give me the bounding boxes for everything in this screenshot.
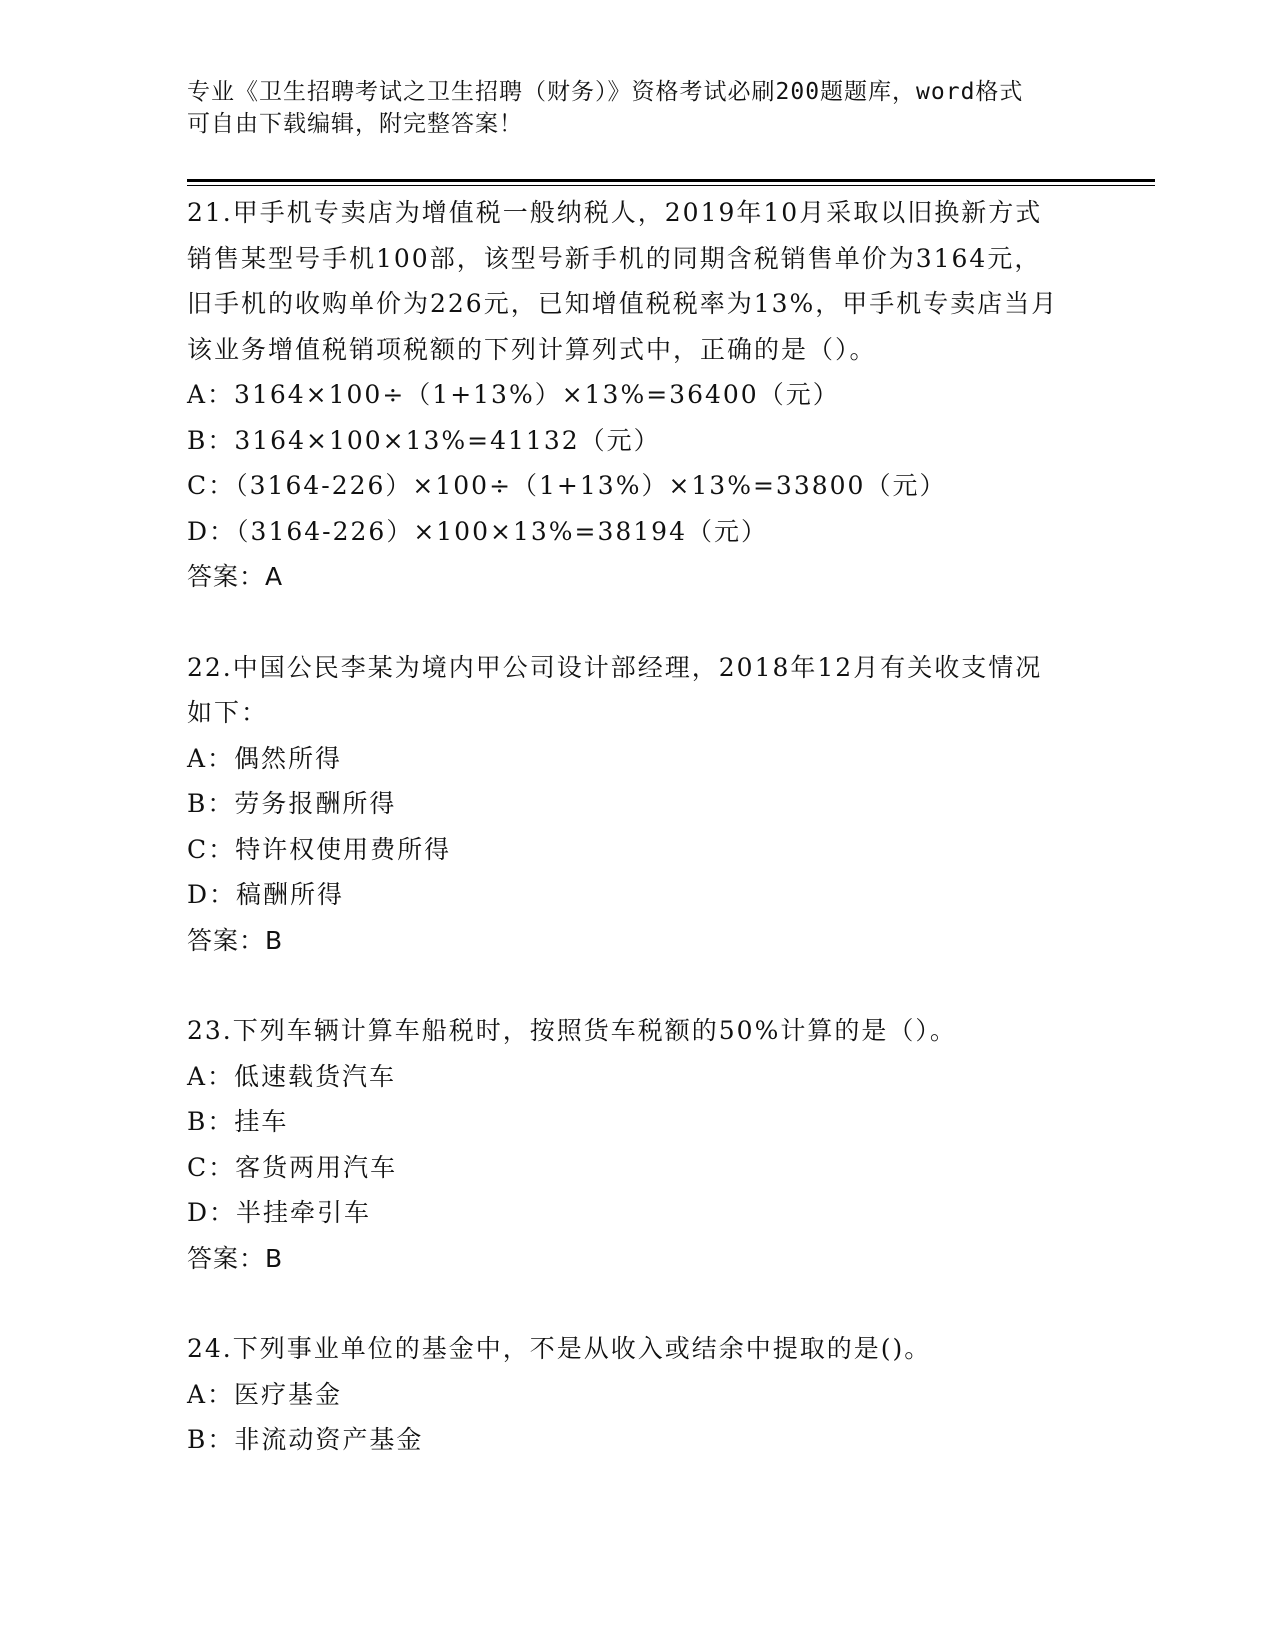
option-b: B：3164×100×13%=41132（元）	[187, 425, 661, 455]
option-d: D：（3164-226）×100×13%=38194（元）	[187, 516, 768, 546]
question-stem: 24.下列事业单位的基金中，不是从收入或结余中提取的是()。	[187, 1334, 932, 1363]
option-a: A：偶然所得	[187, 743, 343, 773]
option-b: B：非流动资产基金	[187, 1425, 424, 1454]
option-b: B：挂车	[187, 1107, 289, 1136]
option-c: C：（3164-226）×100÷（1+13%）×13%=33800（元）	[187, 471, 947, 500]
question-stem: 22.中国公民李某为境内甲公司设计部经理，2018年12月有关收支情况如下：	[187, 652, 1043, 727]
option-c: C：特许权使用费所得	[187, 834, 452, 864]
header-divider-thin	[187, 185, 1155, 186]
question-22	[187, 645, 1067, 964]
question-stem: 23.下列车辆计算车船税时，按照货车税额的50%计算的是（）。	[187, 1016, 957, 1045]
header-line-1: 专业《卫生招聘考试之卫生招聘（财务）》资格考试必刷200题题库，word格式	[187, 79, 1024, 105]
question-24	[187, 1326, 1067, 1463]
answer-text: 答案：B	[187, 925, 284, 955]
option-a: A：低速载货汽车	[187, 1061, 397, 1091]
header-divider-thick	[187, 179, 1155, 182]
option-a: A：3164×100÷（1+13%）×13%=36400（元）	[187, 380, 840, 409]
option-b: B：劳务报酬所得	[187, 789, 397, 818]
answer-text: 答案：B	[187, 1243, 284, 1273]
answer-text: 答案：A	[187, 562, 284, 591]
question-23	[187, 1008, 1067, 1281]
option-d: D：半挂牵引车	[187, 1198, 372, 1227]
option-d: D：稿酬所得	[187, 880, 345, 909]
question-list	[187, 190, 1067, 1463]
document-header	[187, 76, 1067, 140]
question-21	[187, 190, 1067, 600]
question-stem: 21.甲手机专卖店为增值税一般纳税人，2019年10月采取以旧换新方式销售某型号手机100部，该型号新手机的同期含税销售单价为3164元，旧手机的收购单价为226元，已知增值税税率为13%，甲手机专卖店当月该业务增值税销项税额的下列计算列式中，正确的是（）。	[187, 198, 1059, 364]
option-a: A：医疗基金	[187, 1379, 343, 1409]
option-c: C：客货两用汽车	[187, 1152, 398, 1182]
header-line-2: 可自由下载编辑，附完整答案！	[187, 111, 523, 137]
